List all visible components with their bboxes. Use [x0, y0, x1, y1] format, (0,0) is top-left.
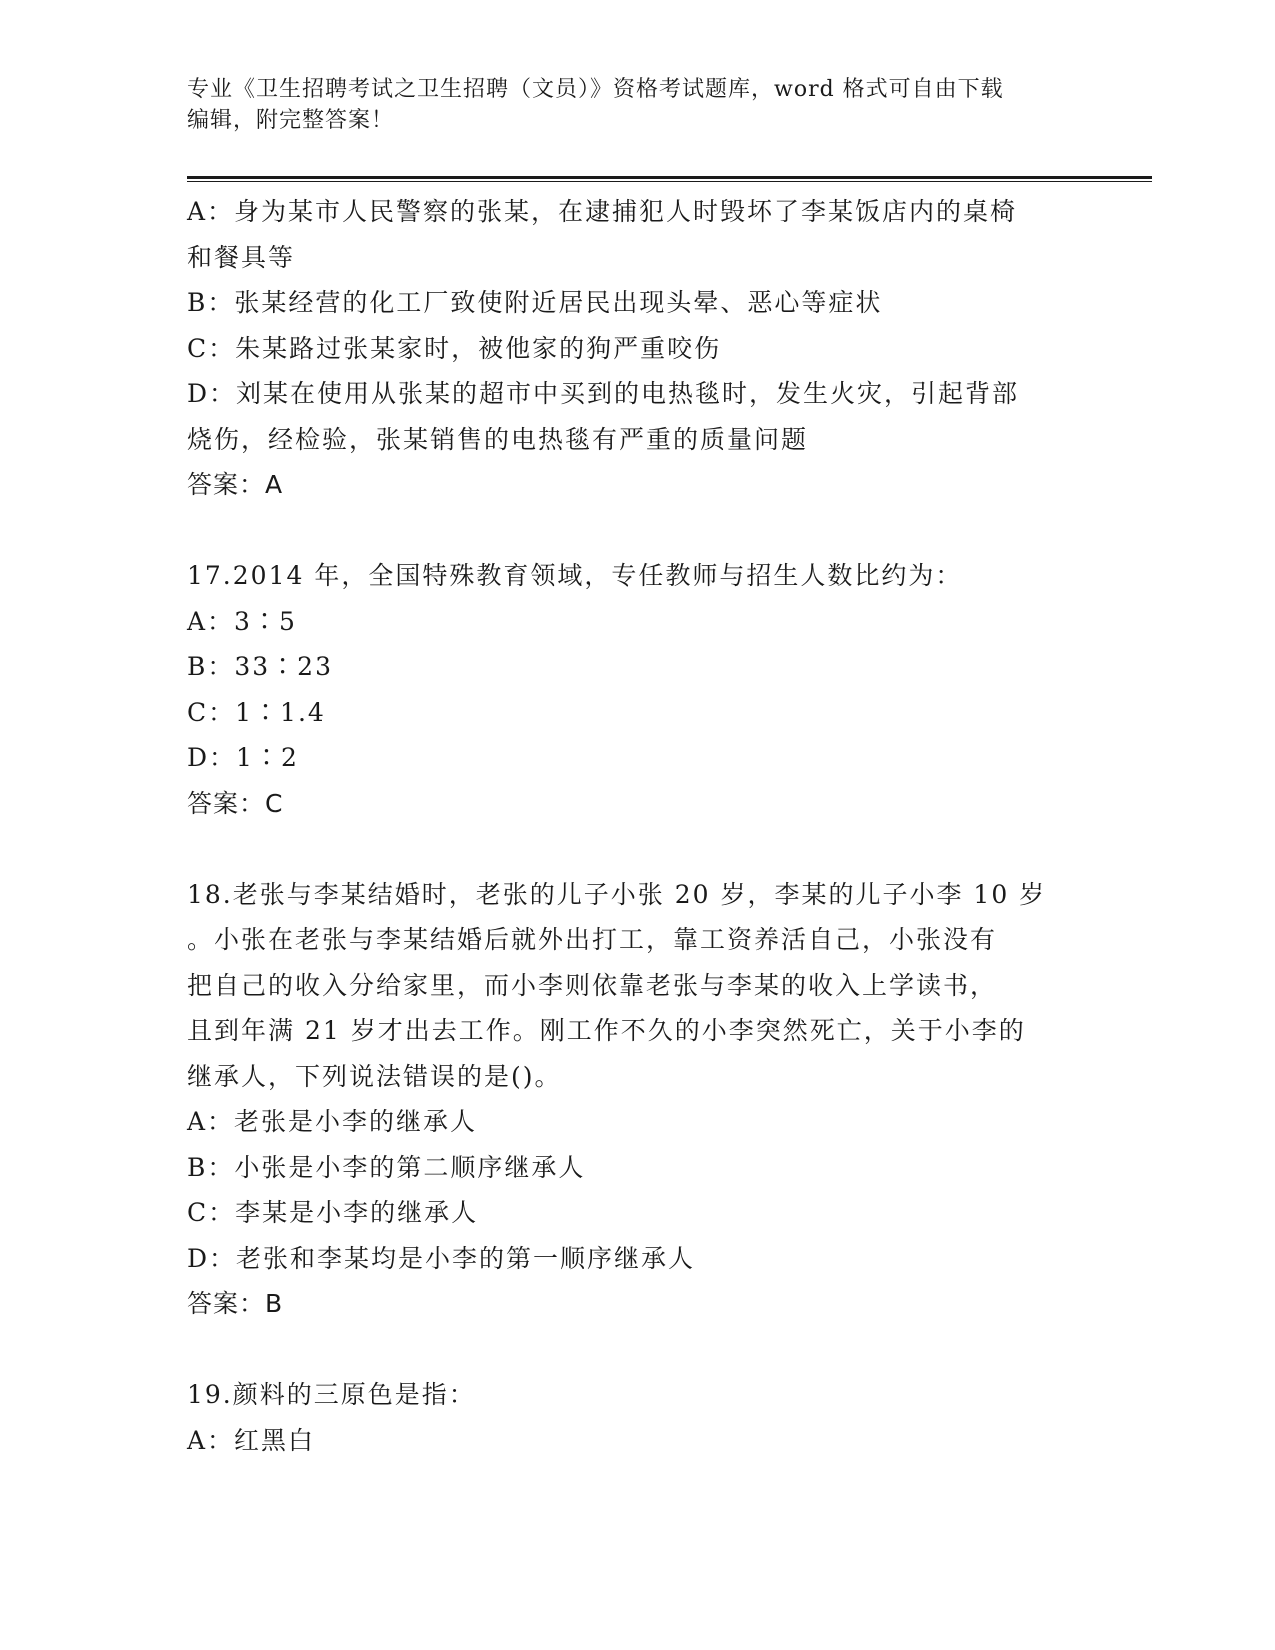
question-spacer: [187, 826, 1087, 872]
question-19: [187, 1372, 1087, 1463]
question-stem-line-3: 把自己的收入分给家里，而小李则依靠老张与李某的收入上学读书，: [187, 970, 998, 1000]
question-18: [187, 872, 1087, 1327]
question-17: [187, 553, 1087, 826]
question-stem: 19.颜料的三原色是指：: [187, 1380, 476, 1409]
option-b: B：小张是小李的第二顺序继承人: [187, 1152, 586, 1182]
question-spacer: [187, 1327, 1087, 1373]
option-c: C：1∶1.4: [187, 697, 326, 727]
option-b: B：张某经营的化工厂致使附近居民出现头晕、恶心等症状: [187, 288, 883, 317]
question-stem-line-2: 。小张在老张与李某结婚后就外出打工，靠工资养活自己，小张没有: [187, 925, 998, 954]
header-divider-thin: [187, 181, 1152, 182]
header-line-1: 专业《卫生招聘考试之卫生招聘（文员）》资格考试题库，word 格式可自由下载: [187, 77, 1004, 102]
question-list: [187, 189, 1087, 1463]
option-d: D：1∶2: [187, 743, 299, 772]
option-a: A：老张是小李的继承人: [187, 1107, 478, 1136]
option-a: A：身为某市人民警察的张某，在逮捕犯人时毁坏了李某饭店内的桌椅: [187, 197, 1018, 226]
option-c: C：李某是小李的继承人: [187, 1198, 479, 1227]
option-b: B：33∶23: [187, 652, 333, 681]
question-stem: 17.2014 年，全国特殊教育领域，专任教师与招生人数比约为：: [187, 561, 963, 590]
header-divider-thick: [187, 176, 1152, 179]
option-c: C：朱某路过张某家时，被他家的狗严重咬伤: [187, 333, 722, 363]
header-line-2: 编辑，附完整答案！: [187, 108, 395, 133]
option-d: D：老张和李某均是小李的第一顺序继承人: [187, 1243, 696, 1273]
question-stem-line-1: 18.老张与李某结婚时，老张的儿子小张 20 岁，李某的儿子小李 10 岁: [187, 879, 1047, 909]
answer-label: 答案：A: [187, 470, 284, 499]
question-stem-line-4: 且到年满 21 岁才出去工作。刚工作不久的小李突然死亡，关于小李的: [187, 1016, 1026, 1045]
answer-label: 答案：C: [187, 788, 284, 818]
question-spacer: [187, 508, 1087, 554]
answer-label: 答案：B: [187, 1289, 284, 1318]
option-d-continued: 烧伤，经检验，张某销售的电热毯有严重的质量问题: [187, 424, 809, 454]
option-a: A：3∶5: [187, 606, 297, 636]
question-16: [187, 189, 1087, 508]
option-d: D：刘某在使用从张某的超市中买到的电热毯时，发生火灾，引起背部: [187, 379, 1020, 408]
option-a: A：红黑白: [187, 1425, 316, 1455]
document-header: [187, 74, 1087, 136]
option-a-continued: 和餐具等: [187, 242, 296, 272]
question-stem-line-5: 继承人，下列说法错误的是()。: [187, 1061, 562, 1091]
